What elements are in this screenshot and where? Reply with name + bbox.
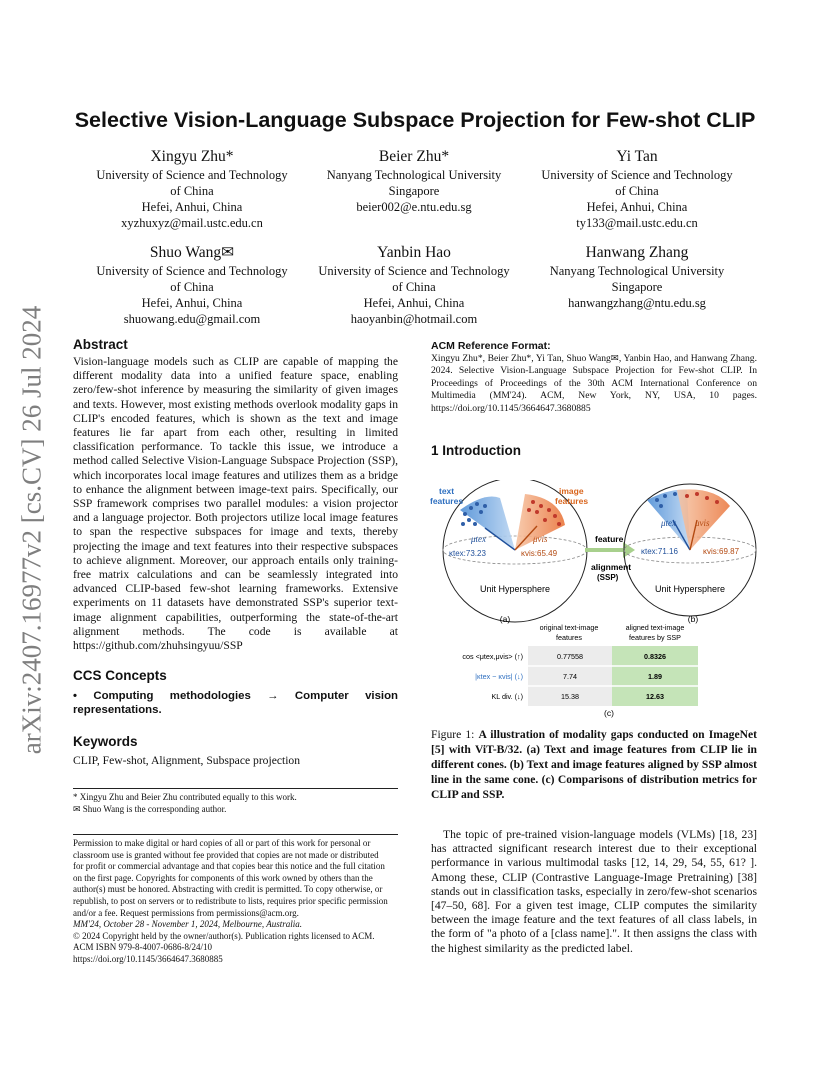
k-vis-label-a: κvis:65.49 xyxy=(521,549,558,558)
panel-c-label: (c) xyxy=(604,708,614,718)
alignment-label: alignment xyxy=(591,562,632,572)
ccs-heading: CCS Concepts xyxy=(73,668,167,683)
k-tex-label-b: κtex:71.16 xyxy=(641,547,678,556)
paper-title: Selective Vision-Language Subspace Projection for Few-shot CLIP xyxy=(74,108,756,132)
panel-a-label: (a) xyxy=(499,614,511,624)
col-original-header: original text-image features xyxy=(539,623,599,642)
text-features-label: text features xyxy=(430,486,464,506)
permission-block: Permission to make digital or hard copies of all or part of this work for personal or classroom use is granted without fee provided that copies are not made or distributed for profit or commercial advantage and that copies bear this notice and the full citation on the first page. Copyrights for components of this work owned by others than the author(s) must be honored. Abstracting with credit is permitted. To copy otherwise, or republish, to post on servers or to redistribute to lists, requires prior specific permission and/or a fee. Request permissions from permissions@acm.org. MM'24, October 28 - November 1, 2024, Melbourne, Australia. © 2024 Copyright held by the owner/author(s). Publication rights licensed to ACM. ACM ISBN 979-8-4007-0686-8/24/10 https://doi.org/10.1145/3664647.3680885 xyxy=(73,838,388,964)
intro-text: The topic of pre-trained vision-language models (VLMs) [18, 23] has attracted significant research interest due to their exceptional performance in various multimodal tasks [12, 14, 29, 54, 55, 61? ]. Among these, CLIP (Contrastive Language-Image Pretraining) [38] stands out in classification tasks, especially in zero/few-shot scenarios [47–50, 68]. For a given test image, CLIP computes the similarity between the image feature and the text features of all class labels, in the form of "a photo of a [class name].". It then assigns the class with the highest similarity as the predicted label. xyxy=(431,828,757,955)
col-ssp-header: aligned text-image features by SSP xyxy=(625,623,685,642)
text-cone-a xyxy=(460,497,515,551)
cell-orig: 7.74 xyxy=(563,672,577,681)
ssp-label: (SSP) xyxy=(597,573,619,582)
figure-1 xyxy=(425,480,760,730)
footnote-rule xyxy=(73,788,398,789)
cell-ssp: 12.63 xyxy=(646,692,664,701)
row-label: |κtex − κvis| (↓) xyxy=(475,672,523,681)
mu-vis-label-b: μvis xyxy=(695,518,710,528)
author-block: Hanwang Zhang Nanyang Technological University Singapore hanwangzhang@ntu.edu.sg xyxy=(549,244,725,310)
author-block: Xingyu Zhu* University of Science and Technology of China Hefei, Anhui, China xyzhuxyz@mail.ustc.edu.cn xyxy=(96,148,288,230)
keywords-text: CLIP, Few-shot, Alignment, Subspace projection xyxy=(73,754,301,767)
author-block: Beier Zhu* Nanyang Technological University Singapore beier002@e.ntu.edu.sg xyxy=(326,148,502,214)
row-label: cos <μtex,μvis> (↑) xyxy=(462,652,523,661)
cell-orig: 15.38 xyxy=(561,692,579,701)
acm-ref-heading: ACM Reference Format: xyxy=(431,340,551,352)
image-features-label: image features xyxy=(555,486,589,506)
metrics-table xyxy=(462,623,698,718)
acm-ref-text: Xingyu Zhu*, Beier Zhu*, Yi Tan, Shuo Wang✉, Yanbin Hao, and Hanwang Zhang. 2024. Selective Vision-Language Subspace Projection for Few-shot CLIP. In Proceedings of Proceedings of the 30th ACM International Conference on Multimedia (MM'24). ACM, New York, NY, USA, 10 pages. https://doi.org/10.1145/3664647.3680885 xyxy=(431,353,757,414)
author-block: Shuo Wang✉ University of Science and Technology of China Hefei, Anhui, China shuowang.edu@gmail.com xyxy=(96,244,288,326)
abstract-heading: Abstract xyxy=(73,337,128,352)
feature-label: feature xyxy=(595,534,624,544)
cell-orig: 0.77558 xyxy=(557,652,583,661)
hypersphere-label-b: Unit Hypersphere xyxy=(654,584,726,594)
permission-rule xyxy=(73,834,398,835)
keywords-heading: Keywords xyxy=(73,734,138,749)
k-tex-label-a: κtex:73.23 xyxy=(449,549,486,558)
abstract-text: Vision-language models such as CLIP are capable of mapping the different modality data into a unified feature space, enabling zero/few-shot inference by measuring the similarity of given images and texts. However, most existing methods overlook modality gaps in CLIP's encoded features, which is shown as the text and image features lie far apart from each other, resulting in limited classification performance. To tackle this issue, we introduce a method called Selective Vision-Language Subspace Projection (SSP), which incorporates local image features and utilizes them as a bridge to enhance the alignment between image-text pairs. Specifically, our SSP framework comprises two parallel modules: a vision projector and a language projector. Both projectors utilize local image features to span the respective subspaces for image and texts, thereby projecting the image and text features into their respective subspaces to achieve alignment. Moreover, our approach entails only training-free matrix calculations and can be seamlessly integrated into advanced CLIP-based few-shot learning frameworks. Extensive experiments on 11 datasets have demonstrated SSP's superior text-image alignment capabilities, outperforming the state-of-the-art alignment methods. The code is available at https://github.com/zhuhsingyuu/SSP xyxy=(73,355,398,653)
mu-tex-label-a: μtex xyxy=(471,534,487,544)
row-label: KL div. (↓) xyxy=(491,692,523,701)
mu-tex-label-b: μtex xyxy=(661,518,677,528)
intro-heading: 1 Introduction xyxy=(431,443,521,458)
arxiv-stamp: arXiv:2407.16977v2 [cs.CV] 26 Jul 2024 xyxy=(16,305,47,755)
cell-ssp: 0.8326 xyxy=(644,652,666,661)
author-block: Yi Tan University of Science and Technology of China Hefei, Anhui, China ty133@mail.ustc.edu.cn xyxy=(541,148,733,230)
k-vis-label-b: κvis:69.87 xyxy=(703,547,740,556)
footnotes: * Xingyu Zhu and Beier Zhu contributed equally to this work. ✉ Shuo Wang is the corresponding author. xyxy=(73,792,297,814)
author-block: Yanbin Hao University of Science and Technology of China Hefei, Anhui, China haoyanbin@hotmail.com xyxy=(318,244,510,326)
alignment-arrow xyxy=(585,542,635,558)
panel-b-label: (b) xyxy=(687,614,699,624)
cell-ssp: 1.89 xyxy=(648,672,662,681)
figure-caption: Figure 1: A illustration of modality gaps conducted on ImageNet [5] with ViT-B/32. (a) Text and image features from CLIP lie in different cones. (b) Text and image features aligned by SSP almost line in the same cone. (c) Comparisons of distribution metrics for CLIP and SSP. xyxy=(431,728,757,801)
ccs-text: • Computing methodologies → Computer vision representations. xyxy=(73,690,398,717)
hypersphere-label-a: Unit Hypersphere xyxy=(479,584,551,594)
mu-vis-label-a: μvis xyxy=(533,534,548,544)
